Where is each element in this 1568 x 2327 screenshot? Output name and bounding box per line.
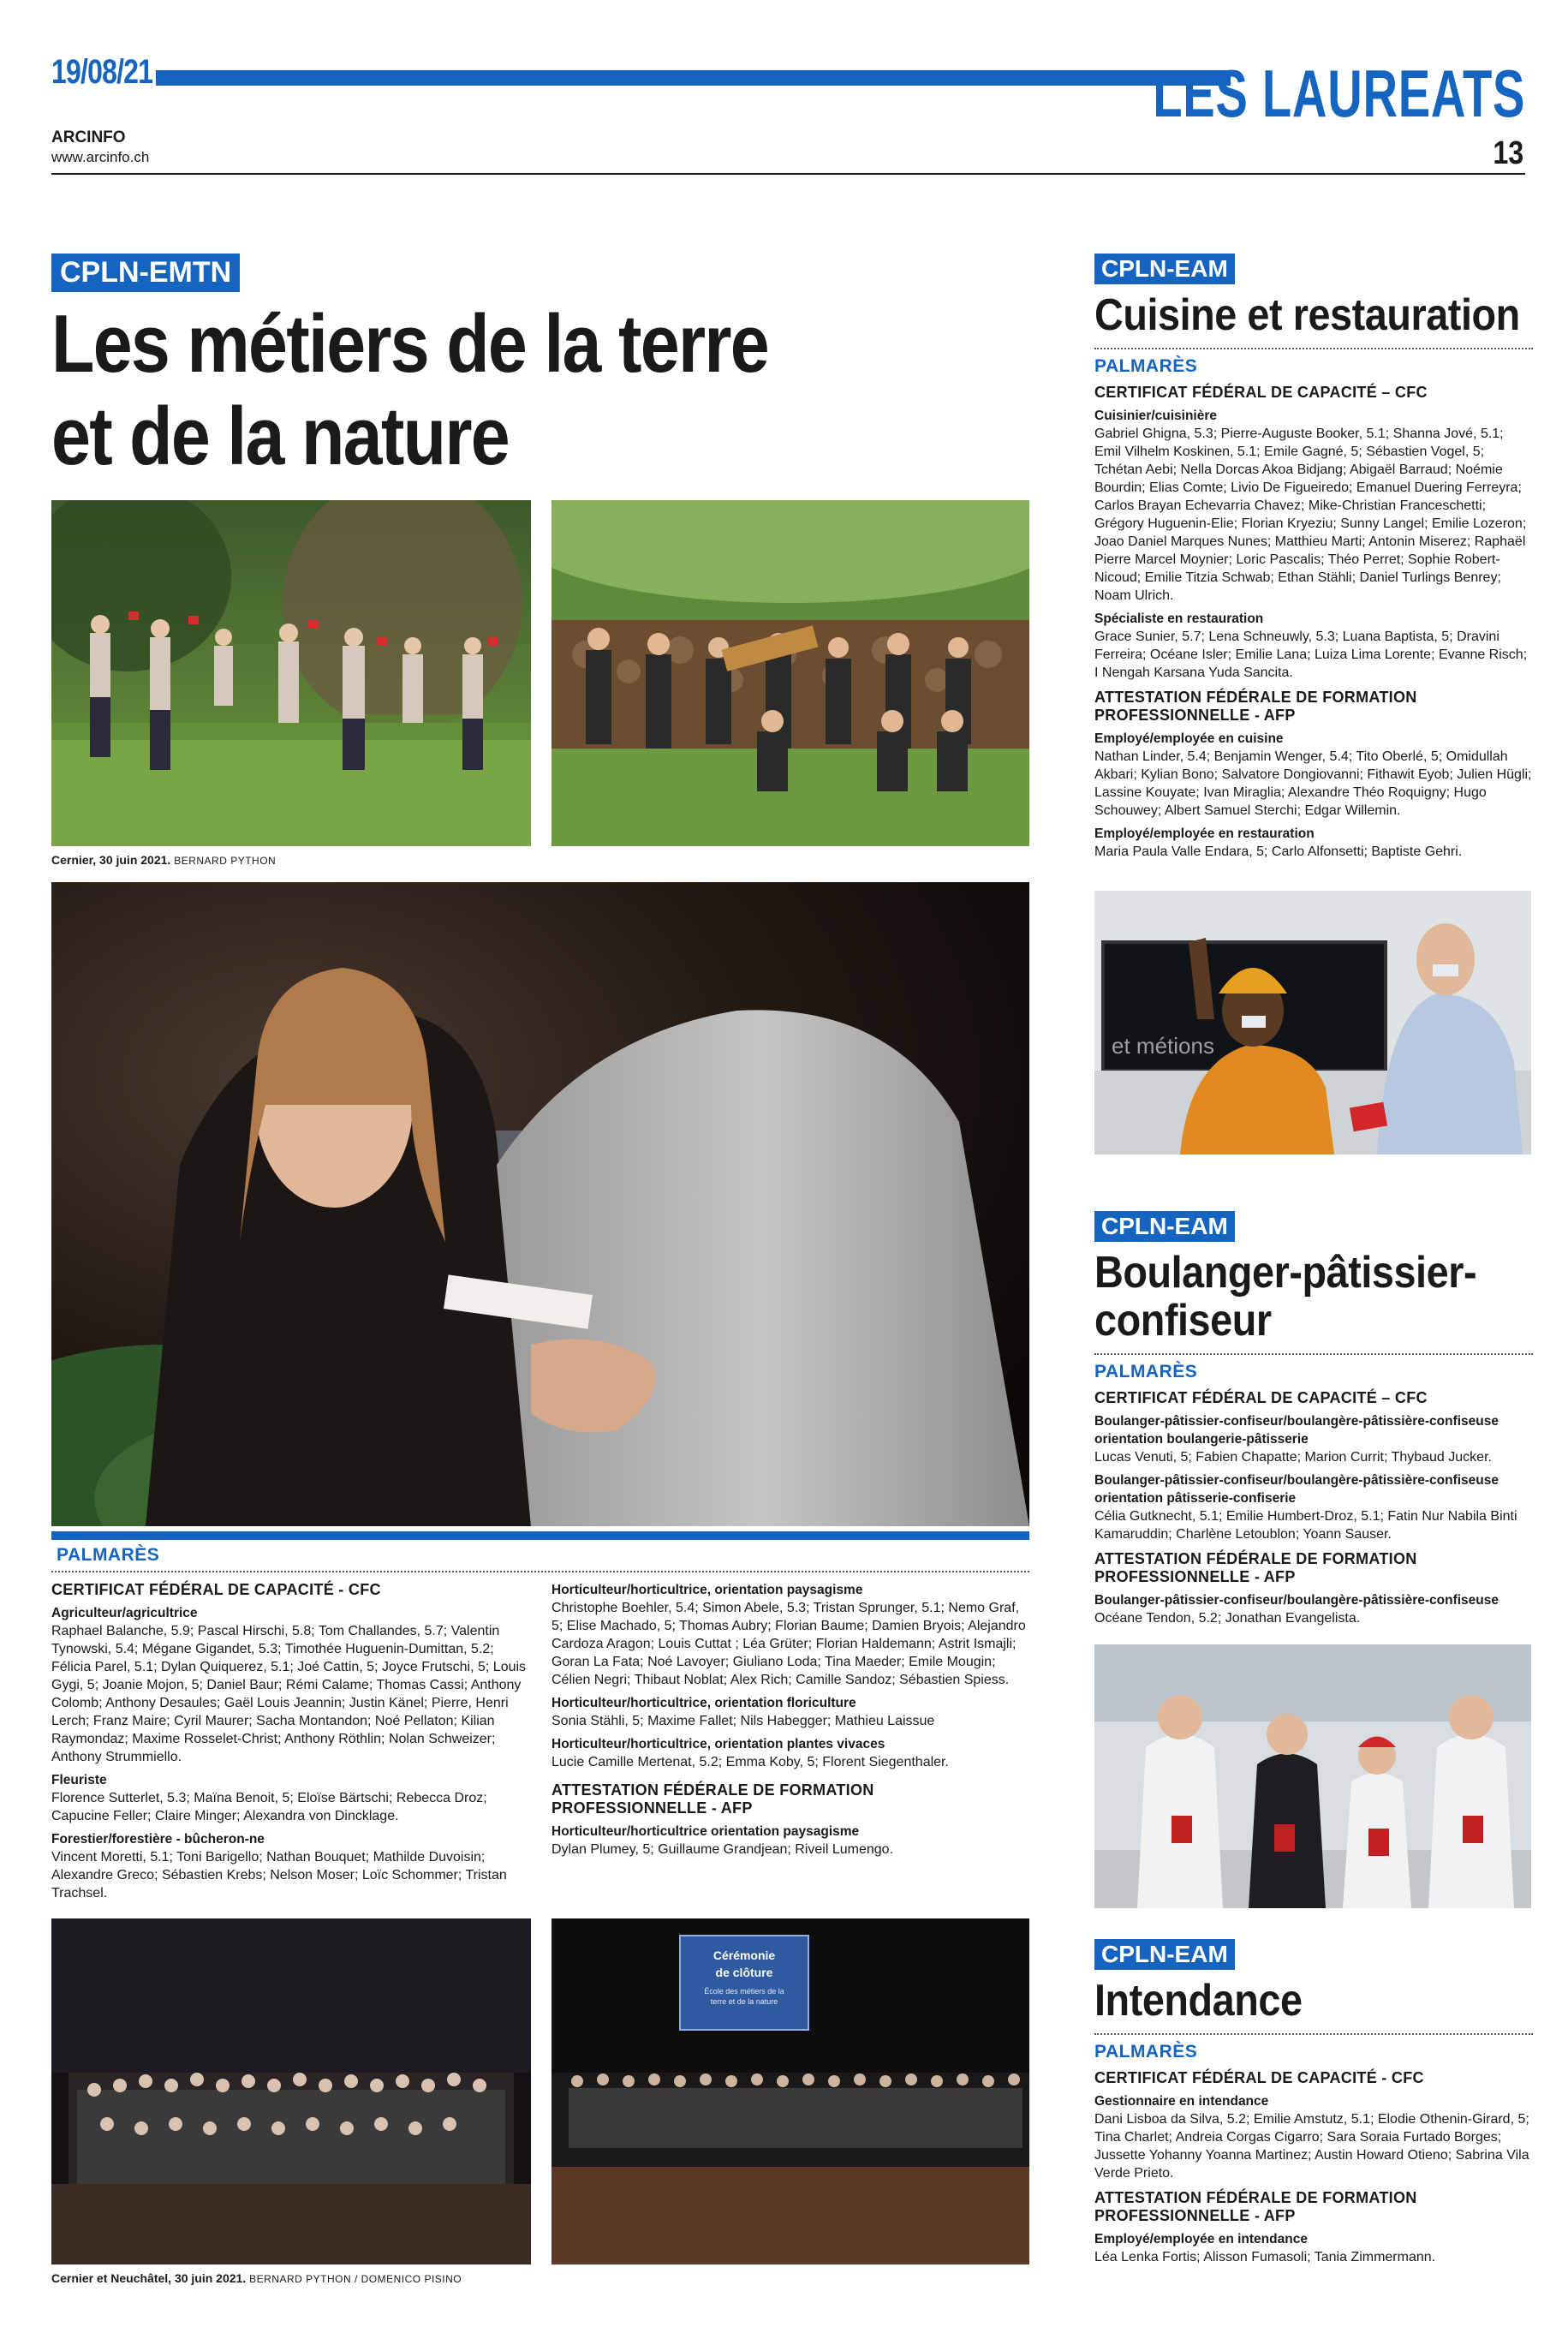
photo-caption-top: [51, 853, 276, 867]
palmares-heading: PALMARÈS: [1094, 355, 1198, 376]
palmares-rule: [51, 1571, 1029, 1572]
laureate-list: Lucie Camille Mertenat, 5.2; Emma Koby, 5; Florent Siegenthaler.: [551, 1755, 949, 1769]
section-rule: [1094, 1353, 1533, 1355]
laureate-list: Florence Sutterlet, 5.3; Maïna Benoit, 5; Eloïse Bärtschi; Rebecca Droz; Capucine Feller; Claire Minger; Alexandra von Dincklage.: [51, 1791, 487, 1823]
cert-heading: CERTIFICAT FÉDÉRAL DE CAPACITÉ – CFC: [1094, 1388, 1428, 1406]
section-cuisine: [1094, 254, 1533, 861]
publication-name: ARCINFO: [51, 128, 126, 146]
laureate-list: Dani Lisboa da Silva, 5.2; Emilie Amstutz, 5.1; Elodie Othenin-Girard, 5; Tina Charlet; Andreia Corgas Cigarro; Sara Soraia Furtado Borges; Jussette Yohanny Yoanna Martinez; Austin Howard Otieno; Sabrina Vila Verde Prieto.: [1094, 2111, 1529, 2181]
page-number: 13: [1493, 135, 1523, 171]
job-title: Employé/employée en cuisine: [1094, 731, 1284, 746]
laureate-list: Lucas Venuti, 5; Fabien Chapatte; Marion Currit; Thybaud Jucker.: [1094, 1449, 1492, 1465]
header-rule: [51, 173, 1525, 175]
publication-url[interactable]: www.arcinfo.ch: [51, 149, 150, 165]
article-title-line2: et de la nature: [51, 391, 509, 482]
screen-text-1: Cérémonie: [712, 1948, 776, 1962]
job-title: Horticulteur/horticultrice, orientation plantes vivaces: [551, 1737, 885, 1751]
screen-text-4: terre et de la nature: [710, 1997, 778, 2006]
palmares-heading: PALMARÈS: [1094, 1361, 1198, 1381]
palmares-list: [1094, 2069, 1533, 2266]
section-title-line2: confiseur: [1094, 1295, 1272, 1345]
screen-text-3: École des métiers de la: [704, 1987, 784, 1996]
job-title: Employé/employée en restauration: [1094, 826, 1315, 841]
laureate-list: Maria Paula Valle Endara, 5; Carlo Alfonsetti; Baptiste Gehri.: [1094, 844, 1463, 859]
job-title: Boulanger-pâtissier-confiseur/boulangère-pâtissière-confiseuse orientation pâtisserie-confiserie: [1094, 1472, 1499, 1506]
job-title: Boulanger-pâtissier-confiseur/boulangère-pâtissière-confiseuse: [1094, 1592, 1499, 1608]
palmares-col-2: [551, 1581, 1031, 1859]
laureate-list: Léa Lenka Fortis; Alisson Fumasoli; Tania Zimmermann.: [1094, 2249, 1436, 2264]
afp-heading: ATTESTATION FÉDÉRALE DE FORMATION PROFESSIONNELLE - AFP: [551, 1781, 874, 1817]
caption-text: Cernier, 30 juin 2021.: [51, 853, 171, 867]
caption-text: Cernier et Neuchâtel, 30 juin 2021.: [51, 2271, 247, 2285]
laureate-list: Océane Tendon, 5.2; Jonathan Evangelista.: [1094, 1610, 1361, 1626]
palmares-bar: [51, 1531, 1029, 1540]
wall-text: et métions: [1112, 1033, 1214, 1059]
laureate-list: Christophe Boehler, 5.4; Simon Abele, 5.3; Tristan Sprunger, 5.1; Nemo Graf, 5; Elise Machado, 5; Thomas Aubry; Florian Baume; Damien Bryois; Alejandro Cardoza Aragon; Louis Cuttat ; Léa Grüter; Florian Haldemann; Astrit Ismajli; Goran La Fata; Noé Lavoyer; Giuliano Loda; Tina Maeder; Emile Mougin; Célien Negri; Thibaut Noblat; Alex Rich; Camille Sandoz; Sébastien Spiess.: [551, 1601, 1026, 1687]
palmares-list: [1094, 1389, 1533, 1627]
cert-heading: CERTIFICAT FÉDÉRAL DE CAPACITÉ – CFC: [1094, 383, 1428, 401]
photo-cuisine-laureate: [1094, 891, 1531, 1155]
article-title-line1: Les métiers de la terre: [51, 298, 768, 390]
job-title: Spécialiste en restauration: [1094, 611, 1264, 626]
cert-heading: CERTIFICAT FÉDÉRAL DE CAPACITÉ - CFC: [1094, 2068, 1424, 2086]
photo-group-stage-cernier: [51, 1918, 531, 2264]
screen-text-2: de clôture: [715, 1966, 773, 1979]
job-title: Forestier/forestière - bûcheron-ne: [51, 1832, 265, 1847]
job-title: Gestionnaire en intendance: [1094, 2093, 1269, 2109]
laureate-list: Dylan Plumey, 5; Guillaume Grandjean; Riveil Lumengo.: [551, 1842, 894, 1857]
caption-credit: BERNARD PYTHON / DOMENICO PISINO: [249, 2273, 462, 2285]
job-title: Boulanger-pâtissier-confiseur/boulangère-pâtissière-confiseuse orientation boulangerie-pâtisserie: [1094, 1413, 1499, 1447]
job-title: Fleuriste: [51, 1773, 107, 1787]
article-tag: CPLN-EMTN: [51, 254, 240, 292]
section-title: Cuisine et restauration: [1094, 289, 1520, 340]
section-title-line1: Boulanger-pâtissier-: [1094, 1247, 1477, 1298]
laureate-list: Grace Sunier, 5.7; Lena Schneuwly, 5.3; Luana Baptista, 5; Dravini Ferreira; Océane Isler; Emilie Lana; Luiza Lima Lorente; Evanne Risch; I Nengah Karsana Yuda Sancita.: [1094, 629, 1528, 680]
laureate-list: Nathan Linder, 5.4; Benjamin Wenger, 5.4; Tito Oberlé, 5; Omidullah Akbari; Kylian Bono; Salvatore Dongiovanni; Fithawit Eyob; Julien Hügli; Lassine Kouyate; Ivan Miraglia; Alexandre Théo Roquigny; Hugo Schouwey; Albert Samuel Sterchi; Edgar Willemin.: [1094, 749, 1532, 818]
laureate-list: Gabriel Ghigna, 5.3; Pierre-Auguste Booker, 5.1; Shanna Jové, 5.1; Emil Vilhelm Koskinen, 5.1; Emile Gagné, 5; Sébastien Vogel, 5; Tchétan Aebi; Nella Dorcas Akoa Bidjang; Abigaël Barraud; Noémie Bourdin; Elias Comte; Livio De Figueiredo; Emanuel Duering Ferreyra; Carlos Brayan Echevarria Chavez; Mike-Christian Franceschetti; Grégory Huguenin-Elie; Florian Kryeziu; Sunny Langel; Emilie Lozeron; Joao Daniel Marques Nunes; Matthieu Marti; Antonin Miserez; Raphaël Pierre Marcel Moynier; Loric Pascalis; Théo Perret; Sophie Robert-Nicoud; Emilie Titzia Schwab; Ethan Stähli; Daniel Turlings Benrey; Noam Ulrich.: [1094, 426, 1527, 603]
job-title: Agriculteur/agricultrice: [51, 1606, 198, 1620]
section-title: Intendance: [1094, 1975, 1303, 2026]
job-title: Cuisinier/cuisinière: [1094, 408, 1217, 423]
photo-group-stage-neuchatel: [551, 1918, 1029, 2264]
photo-bakers: [1094, 1644, 1531, 1908]
laureate-list: Célia Gutknecht, 5.1; Emilie Humbert-Droz, 5.1; Fatin Nur Nabila Binti Kamaruddin; Charlène Letoublon; Yoann Sauser.: [1094, 1508, 1517, 1542]
afp-heading: ATTESTATION FÉDÉRALE DE FORMATION PROFESSIONNELLE - AFP: [1094, 1549, 1417, 1585]
laureate-list: Raphael Balanche, 5.9; Pascal Hirschi, 5.8; Tom Challandes, 5.7; Valentin Tynowski, 5.4; Mégane Gigandet, 5.3; Timothée Huguenin-Dumittan, 5.2; Félicia Parel, 5.1; Dylan Quiquerez, 5.1; Joé Cattin, 5; Joyce Frutschi, 5; Louis Gygi, 5; Joanie Mojon, 5; Daniel Baur; Rémi Calame; Thomas Cassi; Anthony Colomb; Anthony Desaules; Gaël Louis Jeannin; Justin Känel; Pierre, Henri Lerch; Franz Maire; Cyril Maurer; Sacha Montandon; Noé Pellaton; Kilian Raymondaz; Maxime Rosselet-Christ; Anthony Röthlin; Nolan Schweizer; Anthony Strummiello.: [51, 1624, 527, 1764]
section-title: [1094, 1249, 1526, 1345]
section-rule: [1094, 348, 1533, 349]
afp-heading: ATTESTATION FÉDÉRALE DE FORMATION PROFESSIONNELLE - AFP: [1094, 688, 1417, 724]
issue-date: 19/08/21: [51, 53, 153, 91]
caption-credit: BERNARD PYTHON: [174, 855, 277, 867]
header-accent-bar: [156, 70, 1231, 86]
section-tag: CPLN-EAM: [1094, 254, 1235, 284]
job-title: Horticulteur/horticultrice orientation paysagisme: [551, 1824, 860, 1839]
section-tag: CPLN-EAM: [1094, 1211, 1235, 1242]
palmares-col-1: [51, 1581, 535, 1902]
laureate-list: Vincent Moretti, 5.1; Toni Barigello; Nathan Bouquet; Mathilde Duvoisin; Alexandre Greco; Sébastien Krebs; Nelson Moser; Loïc Schommer; Tristan Trachsel.: [51, 1850, 507, 1900]
section-boulanger: [1094, 1211, 1533, 1627]
section-rule: [1094, 2033, 1533, 2035]
photo-florists-garden: [51, 500, 531, 846]
photo-diploma-handshake: [51, 882, 1029, 1526]
afp-heading: ATTESTATION FÉDÉRALE DE FORMATION PROFESSIONNELLE - AFP: [1094, 2188, 1417, 2224]
laureate-list: Sonia Stähli, 5; Maxime Fallet; Nils Habegger; Mathieu Laissue: [551, 1714, 935, 1728]
section-intendance: [1094, 1939, 1533, 2266]
palmares-heading: PALMARÈS: [1094, 2041, 1198, 2061]
job-title: Horticulteur/horticultrice, orientation floriculture: [551, 1696, 856, 1710]
job-title: Employé/employée en intendance: [1094, 2231, 1308, 2246]
section-tag: CPLN-EAM: [1094, 1939, 1235, 1970]
article-title: [51, 298, 876, 483]
palmares-list: [1094, 384, 1533, 861]
section-title: LES LAUREATS: [1152, 56, 1525, 131]
photo-foresters-logs: [551, 500, 1029, 846]
cert-heading: CERTIFICAT FÉDÉRAL DE CAPACITÉ - CFC: [51, 1581, 381, 1598]
job-title: Horticulteur/horticultrice, orientation paysagisme: [551, 1583, 863, 1597]
palmares-heading: PALMARÈS: [57, 1545, 160, 1565]
photo-caption-bottom: [51, 2271, 462, 2285]
